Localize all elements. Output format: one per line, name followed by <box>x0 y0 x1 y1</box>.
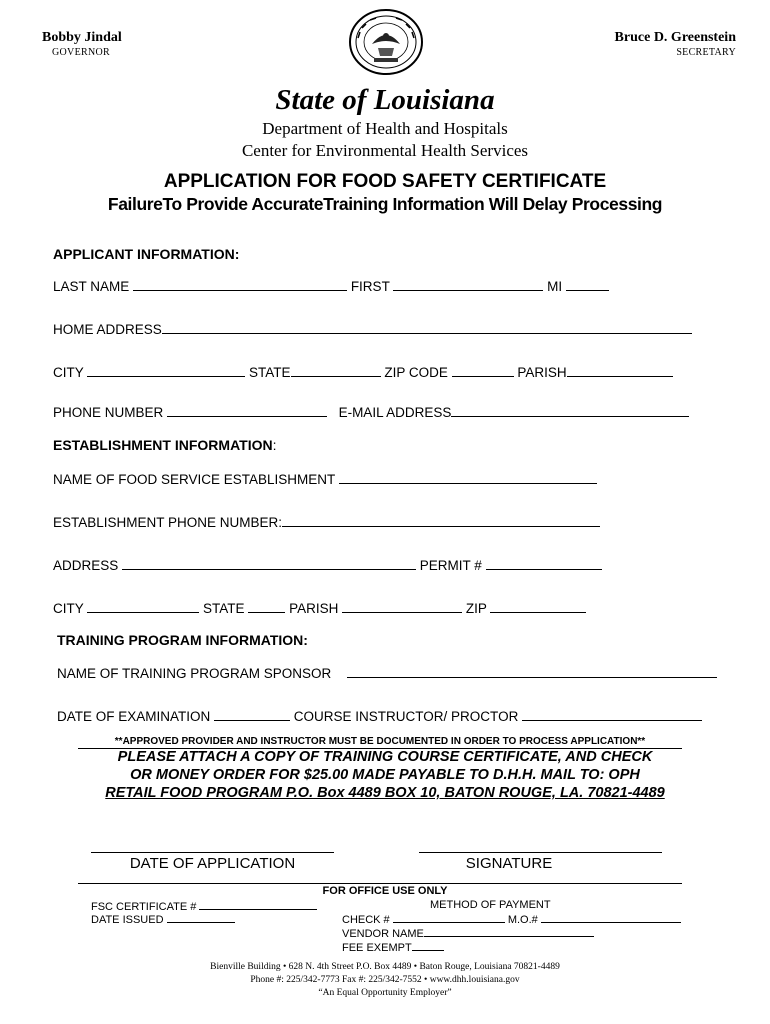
row-sponsor <box>57 665 717 681</box>
check-field[interactable] <box>393 912 505 923</box>
email-label: E-MAIL ADDRESS <box>338 405 452 420</box>
last-name-field[interactable] <box>133 278 347 291</box>
establishment-parish-label: PARISH <box>289 601 339 616</box>
permit-label: PERMIT # <box>419 558 482 573</box>
row-fsc <box>91 899 317 913</box>
notice-line-3: RETAIL FOOD PROGRAM P.O. Box 4489 BOX 10, BATON ROUGE, LA. 70821-4489 <box>105 785 665 801</box>
state-seal-icon <box>344 8 428 76</box>
establishment-phone-label: ESTABLISHMENT PHONE NUMBER: <box>53 515 283 530</box>
row-establishment-address <box>53 557 602 573</box>
mo-label: M.O.# <box>507 914 538 926</box>
fee-exempt-field[interactable] <box>412 940 444 951</box>
row-establishment-city <box>53 600 586 616</box>
center-name: Center for Environmental Health Services <box>241 141 529 160</box>
row-home-address <box>53 321 692 337</box>
city-field[interactable] <box>87 364 245 377</box>
establishment-state-field[interactable] <box>248 600 285 613</box>
state-field[interactable] <box>291 364 381 377</box>
governor-name: Bobby Jindal <box>42 30 122 45</box>
phone-field[interactable] <box>167 404 327 417</box>
zip-field[interactable] <box>452 364 514 377</box>
row-check <box>342 912 681 926</box>
fee-exempt-label: FEE EXEMPT <box>342 942 412 954</box>
establishment-city-label: CITY <box>53 601 84 616</box>
row-name <box>53 278 609 294</box>
home-address-field[interactable] <box>162 321 692 334</box>
office-use-heading: FOR OFFICE USE ONLY <box>322 885 448 897</box>
date-of-application-line[interactable] <box>91 852 334 853</box>
exam-date-field[interactable] <box>214 708 290 721</box>
last-name-label: LAST NAME <box>53 279 130 294</box>
phone-label: PHONE NUMBER <box>53 405 164 420</box>
secretary-name: Bruce D. Greenstein <box>614 30 736 45</box>
date-issued-label: DATE ISSUED <box>91 914 164 926</box>
footer-eoe: “An Equal Opportunity Employer” <box>318 988 452 998</box>
home-address-label: HOME ADDRESS <box>53 322 162 337</box>
establishment-name-field[interactable] <box>339 471 597 484</box>
establishment-zip-field[interactable] <box>490 600 586 613</box>
instructor-field[interactable] <box>522 708 702 721</box>
parish-label: PARISH <box>517 365 567 380</box>
vendor-label: VENDOR NAME <box>342 928 424 940</box>
exam-date-label: DATE OF EXAMINATION <box>57 709 211 724</box>
establishment-name-label: NAME OF FOOD SERVICE ESTABLISHMENT <box>53 472 336 487</box>
establishment-heading: ESTABLISHMENT INFORMATION <box>53 437 273 453</box>
governor-title: GOVERNOR <box>52 47 110 58</box>
footer-address: Bienville Building • 628 N. 4th Street P.O. Box 4489 • Baton Rouge, Louisiana 70821-4489 <box>210 962 560 972</box>
fsc-field[interactable] <box>199 899 317 910</box>
permit-field[interactable] <box>486 557 602 570</box>
row-fee-exempt <box>342 940 444 954</box>
check-label: CHECK # <box>342 914 390 926</box>
row-establishment-name <box>53 471 597 487</box>
notice-line-1: PLEASE ATTACH A COPY OF TRAINING COURSE CERTIFICATE, AND CHECK <box>117 749 653 765</box>
applicant-heading: APPLICANT INFORMATION: <box>53 246 240 262</box>
first-name-field[interactable] <box>393 278 543 291</box>
form-subtitle: FailureTo Provide AccurateTraining Information Will Delay Processing <box>107 194 663 214</box>
state-label: STATE <box>249 365 291 380</box>
row-date-issued <box>91 912 235 926</box>
establishment-heading-row <box>53 437 276 453</box>
establishment-phone-field[interactable] <box>282 514 600 527</box>
first-name-label: FIRST <box>350 279 390 294</box>
training-heading: TRAINING PROGRAM INFORMATION: <box>57 632 308 648</box>
row-exam <box>57 708 702 724</box>
establishment-parish-field[interactable] <box>342 600 462 613</box>
form-title: APPLICATION FOR FOOD SAFETY CERTIFICATE <box>163 171 607 192</box>
footer-phone: Phone #: 225/342-7773 Fax #: 225/342-7552 • www.dhh.louisiana.gov <box>250 975 520 985</box>
mi-label: MI <box>547 279 563 294</box>
date-of-application-label: DATE OF APPLICATION <box>129 855 296 872</box>
sponsor-label: NAME OF TRAINING PROGRAM SPONSOR <box>57 666 332 681</box>
secretary-title: SECRETARY <box>676 47 736 58</box>
email-field[interactable] <box>451 404 689 417</box>
instructor-label: COURSE INSTRUCTOR/ PROCTOR <box>293 709 519 724</box>
establishment-address-field[interactable] <box>122 557 416 570</box>
row-vendor <box>342 926 594 940</box>
department-name: Department of Health and Hospitals <box>262 119 508 138</box>
mo-field[interactable] <box>541 912 681 923</box>
signature-label: SIGNATURE <box>465 855 553 872</box>
approved-provider-note: **APPROVED PROVIDER AND INSTRUCTOR MUST BE DOCUMENTED IN ORDER TO PROCESS APPLICATION** <box>78 736 682 749</box>
city-label: CITY <box>53 365 84 380</box>
establishment-state-label: STATE <box>203 601 245 616</box>
mi-field[interactable] <box>566 278 609 291</box>
parish-field[interactable] <box>567 364 673 377</box>
sponsor-field[interactable] <box>347 665 717 678</box>
establishment-heading-colon: : <box>272 437 277 453</box>
row-city <box>53 364 673 380</box>
zip-label: ZIP CODE <box>384 365 448 380</box>
notice-line-2: OR MONEY ORDER FOR $25.00 MADE PAYABLE TO D.H.H. MAIL TO: OPH <box>130 767 640 783</box>
establishment-zip-label: ZIP <box>465 601 487 616</box>
vendor-field[interactable] <box>424 926 594 937</box>
office-divider <box>78 883 682 884</box>
fsc-label: FSC CERTIFICATE # <box>91 901 197 913</box>
establishment-city-field[interactable] <box>87 600 199 613</box>
signature-line[interactable] <box>419 852 662 853</box>
state-title: State of Louisiana <box>275 84 495 116</box>
row-phone <box>53 404 689 420</box>
row-establishment-phone <box>53 514 600 530</box>
establishment-address-label: ADDRESS <box>53 558 119 573</box>
method-of-payment-label: METHOD OF PAYMENT <box>430 899 551 911</box>
date-issued-field[interactable] <box>167 912 235 923</box>
